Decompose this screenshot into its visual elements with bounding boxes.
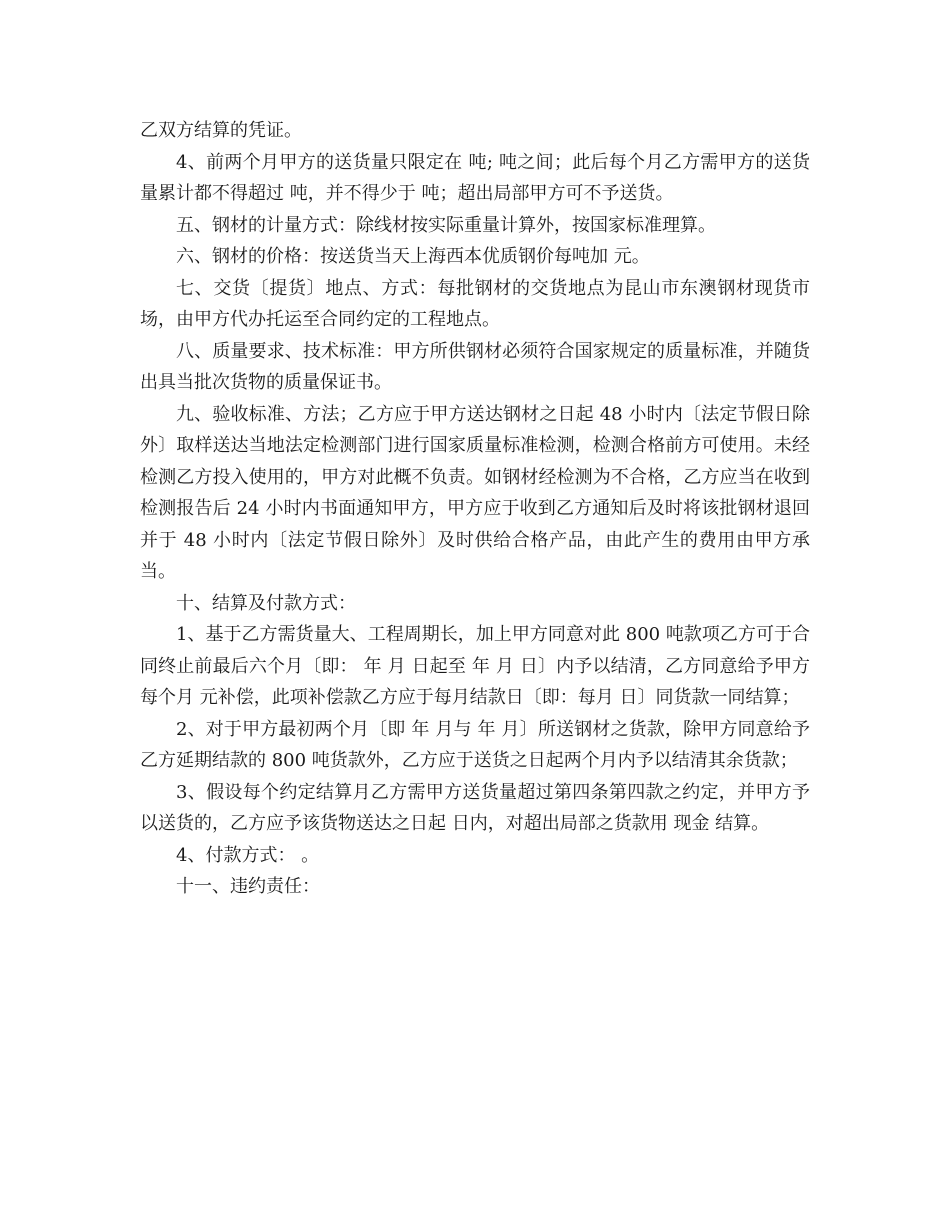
paragraph-section-7-delivery-location: 七、交货〔提货〕地点、方式：每批钢材的交货地点为昆山市东澳钢材现货市场，由甲方代办托运至合同约定的工程地点。 xyxy=(140,277,810,330)
paragraph-section-11-heading: 十一、违约责任： xyxy=(176,876,320,897)
paragraph-section-10-clause-1: 1、基于乙方需货量大、工程周期长，加上甲方同意对此 800 吨款项乙方可于合同终止前最后六个月〔即： 年 月 日起至 年 月 日〕内予以结清，乙方同意给予甲方每个月 元补偿，此项补偿款乙方应于每月结款日〔即：每月 日〕同货款一同结算； xyxy=(140,624,810,708)
paragraph-section-10-clause-2: 2、对于甲方最初两个月〔即 年 月与 年 月〕所送钢材之货款，除甲方同意给予乙方延期结款的 800 吨货款外，乙方应于送货之日起两个月内予以结清其余货款； xyxy=(140,718,810,771)
paragraph-section-10-heading: 十、结算及付款方式： xyxy=(176,592,356,614)
document-body xyxy=(140,115,810,903)
paragraph-section-10-clause-3: 3、假设每个约定结算月乙方需甲方送货量超过第四条第四款之约定，并甲方予以送货的，乙方应予该货物送达之日起 日内，对超出局部之货款用 现金 结算。 xyxy=(140,781,810,834)
paragraph-settlement-proof: 乙双方结算的凭证。 xyxy=(140,120,302,141)
paragraph-clause-4-delivery-volume: 4、前两个月甲方的送货量只限定在 吨; 吨之间；此后每个月乙方需甲方的送货量累计都不得超过 吨，并不得少于 吨；超出局部甲方可不予送货。 xyxy=(140,151,810,204)
paragraph-section-5-measurement: 五、钢材的计量方式：除线材按实际重量计算外，按国家标准理算。 xyxy=(176,214,716,236)
paragraph-section-6-price: 六、钢材的价格：按送货当天上海西本优质钢价每吨加 元。 xyxy=(176,246,650,267)
paragraph-section-10-clause-4: 4、付款方式： 。 xyxy=(176,844,320,866)
paragraph-section-8-quality: 八、质量要求、技术标准：甲方所供钢材必须符合国家规定的质量标准，并随货出具当批次货物的质量保证书。 xyxy=(140,340,810,393)
paragraph-section-9-inspection: 九、验收标准、方法；乙方应于甲方送达钢材之日起 48 小时内〔法定节假日除外〕取样送达当地法定检测部门进行国家质量标准检测，检测合格前方可使用。未经检测乙方投入使用的，甲方对此概不负责。如钢材经检测为不合格，乙方应当在收到检测报告后 24 小时内书面通知甲方，甲方应于收到乙方通知后及时将该批钢材退回并于 48 小时内〔法定节假日除外〕及时供给合格产品，由此产生的费用由甲方承当。 xyxy=(140,403,810,582)
